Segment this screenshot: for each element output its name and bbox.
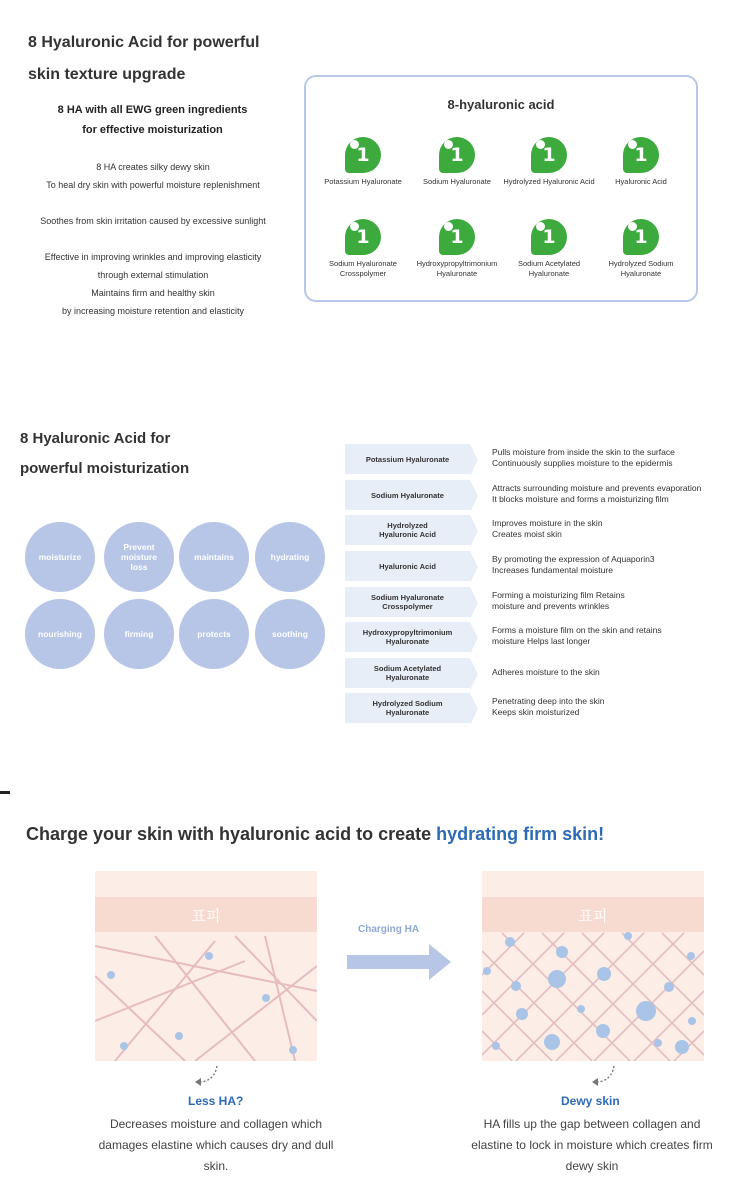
curved-arrow-icon: [193, 1064, 219, 1088]
benefit-circle: nourishing: [25, 599, 95, 669]
benefit-spacer: [18, 194, 288, 212]
ingredient-item: [316, 137, 410, 187]
ingredient-row: [345, 513, 745, 545]
benefit-circle: hydrating: [255, 522, 325, 592]
benefit-circle: maintains: [179, 522, 249, 592]
ingredient-row: [345, 656, 745, 688]
ingredient-name: Sodium Acetylated Hyaluronate: [517, 259, 581, 278]
dewy-skin-caption-title: Dewy skin: [561, 1094, 620, 1108]
ingredient-tag: Sodium Acetylated Hyaluronate: [345, 656, 470, 688]
benefit-line: Maintains firm and healthy skin: [91, 288, 215, 298]
ingredient-row: [345, 549, 745, 581]
ingredient-tag: Hydroxypropyltrimonium Hyaluronate: [345, 620, 470, 652]
benefit-line: Effective in improving wrinkles and improving elasticity: [44, 252, 262, 262]
ingredient-description: Adheres moisture to the skin: [492, 666, 600, 677]
ingredient-item: [410, 219, 504, 279]
dewy-skin-illustration: [482, 871, 704, 1061]
hyaluronic-acid-box-title: 8-hyaluronic acid: [447, 97, 555, 112]
ingredient-description: Forming a moisturizing film Retains moisture and prevents wrinkles: [492, 590, 625, 611]
ewg-green-grade-icon: 1: [345, 137, 381, 173]
ingredient-item: [594, 219, 688, 279]
ingredient-item: [502, 137, 596, 187]
ingredient-tag: Potassium Hyaluronate: [345, 442, 470, 474]
hyaluronic-acid-box: [304, 75, 698, 302]
ewg-green-grade-icon: 1: [531, 219, 567, 255]
section1-subtitle-line1: 8 HA with all EWG green ingredients: [57, 104, 248, 116]
ingredient-row: [345, 478, 745, 510]
section1-subtitle-line2: for effective moisturization: [82, 124, 223, 136]
ingredient-description: Improves moisture in the skin Creates moist skin: [492, 518, 603, 539]
section1-title-line1: 8 Hyaluronic Acid for powerful: [28, 34, 260, 51]
ingredient-tag: Hydrolyzed Hyaluronic Acid: [345, 513, 470, 545]
section3-title-highlight: hydrating firm skin!: [436, 824, 605, 844]
ewg-green-grade-icon: 1: [623, 137, 659, 173]
ingredient-tag: Sodium Hyaluronate Crosspolymer: [345, 585, 470, 617]
ingredient-item: [502, 219, 596, 279]
ingredient-description: Penetrating deep into the skin Keeps skin moisturized: [492, 696, 605, 717]
ingredient-row: [345, 691, 745, 723]
epidermis-label: 표피: [191, 907, 221, 925]
epidermis-label: 표피: [578, 907, 608, 925]
curved-arrow-icon: [590, 1064, 616, 1088]
ingredient-name: Hydrolyzed Hyaluronic Acid: [503, 177, 595, 186]
ewg-green-grade-icon: 1: [439, 137, 475, 173]
charging-arrow-icon: [347, 944, 451, 980]
ewg-green-grade-icon: 1: [439, 219, 475, 255]
ingredient-name: Hydroxypropyltrimonium Hyaluronate: [416, 259, 498, 278]
benefit-line: To heal dry skin with powerful moisture replenishment: [46, 180, 260, 190]
less-ha-caption-text: Decreases moisture and collagen which damages elastine which causes dry and dull skin.: [98, 1117, 334, 1173]
ha-molecule-dots: [95, 871, 317, 1061]
ingredient-row: [345, 620, 745, 652]
dry-skin-illustration: [95, 871, 317, 1061]
ingredient-description: By promoting the expression of Aquaporin3 Increases fundamental moisture: [492, 554, 655, 575]
benefit-circle: soothing: [255, 599, 325, 669]
benefit-circle: moisturize: [25, 522, 95, 592]
ingredient-name: Hydrolyzed Sodium Hyaluronate: [608, 259, 674, 278]
benefit-circle: Prevent moisture loss: [104, 522, 174, 592]
ingredient-name: Hyaluronic Acid: [615, 177, 667, 186]
ewg-green-grade-icon: 1: [623, 219, 659, 255]
section3-title-main: Charge your skin with hyaluronic acid to create: [26, 824, 437, 844]
ha-molecule-dots: [482, 871, 704, 1061]
ingredient-description: Forms a moisture film on the skin and retains moisture Helps last longer: [492, 625, 662, 646]
ingredient-description: Attracts surrounding moisture and prevents evaporation It blocks moisture and forms a moisturizing film: [492, 483, 702, 504]
benefit-circle: protects: [179, 599, 249, 669]
ingredient-name: Potassium Hyaluronate: [324, 177, 402, 186]
ewg-green-grade-icon: 1: [345, 219, 381, 255]
section3-title: [26, 824, 726, 845]
ingredient-description: Pulls moisture from inside the skin to the surface Continuously supplies moisture to the epidermis: [492, 447, 675, 468]
dewy-skin-caption-text: HA fills up the gap between collagen and elastine to lock in moisture which creates firm dewy skin: [471, 1117, 713, 1173]
section1-title-line2: skin texture upgrade: [28, 66, 186, 83]
ingredient-name: Sodium Hyaluronate Crosspolymer: [329, 259, 397, 278]
section2-title-line1: 8 Hyaluronic Acid for: [20, 430, 171, 447]
section2-title-line2: powerful moisturization: [20, 460, 190, 477]
section2-title: [20, 424, 240, 484]
ingredient-item: [410, 137, 504, 187]
section1-title: [28, 27, 298, 91]
ewg-green-grade-icon: 1: [531, 137, 567, 173]
ingredient-tag: Sodium Hyaluronate: [345, 478, 470, 510]
benefit-line: Soothes from skin irritation caused by excessive sunlight: [40, 216, 266, 226]
benefit-line: through external stimulation: [97, 270, 209, 280]
ingredient-row: [345, 442, 745, 474]
ingredient-name: Sodium Hyaluronate: [423, 177, 491, 186]
ingredient-item: [594, 137, 688, 187]
less-ha-caption-title: Less HA?: [188, 1094, 244, 1108]
ingredient-item: [316, 219, 410, 279]
benefit-spacer: [18, 230, 288, 248]
ingredient-tag: Hydrolyzed Sodium Hyaluronate: [345, 691, 470, 723]
benefit-line: 8 HA creates silky dewy skin: [96, 162, 210, 172]
ingredient-tag: Hyaluronic Acid: [345, 549, 470, 581]
benefit-circle: firming: [104, 599, 174, 669]
ingredient-row: [345, 585, 745, 617]
benefit-line: by increasing moisture retention and elasticity: [61, 306, 245, 316]
section-divider: [0, 791, 10, 794]
charging-ha-label: Charging HA: [358, 924, 420, 935]
section1-subtitle: [20, 100, 285, 140]
section1-benefit-text: [18, 158, 288, 320]
